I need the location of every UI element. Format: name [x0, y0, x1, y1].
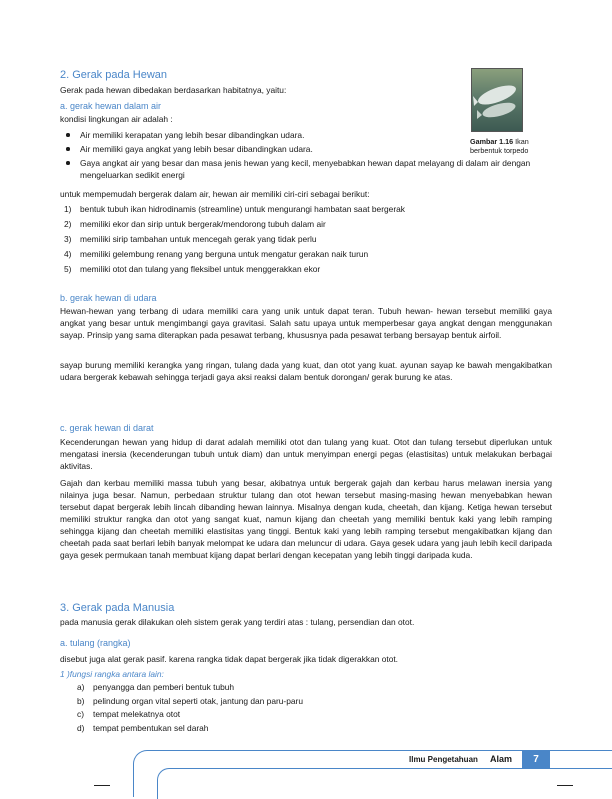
bone-description: disebut juga alat gerak pasif. karena rangka tidak dapat bergerak jika tidak digerakkan otot. — [60, 654, 399, 664]
figure-caption: Gambar 1.16 Ikan berbentuk torpedo — [470, 137, 529, 155]
list-item: d) tempat pembentukan sel darah — [77, 722, 209, 733]
list-item: b) pelindung organ vital seperti otak, jantung dan paru-paru — [77, 695, 303, 706]
subsection-b-title: b. gerak hewan di udara — [60, 293, 157, 303]
water-traits-lead: untuk mempemudah bergerak dalam air, hewan air memiliki ciri-ciri sebagai berikut: — [60, 189, 370, 199]
section-2-title: 2. Gerak pada Hewan — [60, 69, 168, 81]
list-item: a) penyangga dan pemberi bentuk tubuh — [77, 682, 235, 692]
footer-book-title: Ilmu Pengetahuan — [409, 755, 478, 764]
list-item: Air memiliki gaya angkat yang lebih besar dibandingkan udara. — [60, 143, 550, 155]
bone-function-heading: 1 )fungsi rangka antara lain: — [60, 669, 164, 679]
subsection-c-title: c. gerak hewan di darat — [60, 423, 154, 433]
land-paragraph-1: Kecenderungan hewan yang hidup di darat adalah memiliki otot dan tulang yang kuat. Otot dan tulang tersebut diperlukan untuk mengatasi inersia (kecenderungan tubuh untuk diam) dan untuk menyimpan energi pegas (elastisitas) untuk melakukan berbagai aktivitas. — [60, 437, 552, 471]
fish-figure-image — [471, 68, 523, 132]
crop-mark-left — [94, 785, 110, 786]
list-item: Air memiliki kerapatan yang lebih besar dibandingkan udara. — [60, 129, 550, 141]
bone-function-list — [60, 681, 520, 734]
section-2-intro: Gerak pada hewan dibedakan berdasarkan habitatnya, yaitu: — [60, 85, 287, 95]
footer-book-subtitle: Alam — [490, 754, 513, 764]
section-3-title: 3. Gerak pada Manusia — [60, 602, 175, 614]
bone-subsection-title: a. tulang (rangka) — [60, 638, 131, 648]
torpedo-fish-icon — [472, 69, 522, 131]
list-item: c) tempat melekatnya otot — [77, 709, 181, 719]
list-item: 3) memiliki sirip tambahan untuk mencegah gerak yang tidak perlu — [64, 234, 317, 244]
list-item: 5) memiliki otot dan tulang yang fleksibel untuk menggerakkan ekor — [64, 264, 321, 274]
water-traits-list — [60, 203, 540, 275]
page-number: 7 — [522, 751, 550, 769]
air-paragraph-2: sayap burung memiliki kerangka yang ringan, tulang dada yang kuat, dan otot yang kuat. ayunan sayap ke bawah mengakibatkan udara bergerak kebawah sehingga terjadi gaya aksi reaksi dalam bentuk dorongan/ gerak burung ke atas. — [60, 360, 552, 382]
crop-mark-right — [557, 785, 573, 786]
land-paragraph-2: Gajah dan kerbau memiliki massa tubuh yang besar, akibatnya untuk bergerak gajah dan kerbau harus melawan inersia yang nilainya juga besar. Namun, perbedaan struktur tulang dan otot hewan tersebut masing-masing hewan menyebabkan hewan tersebut dapat bergerak lebih lincah dibanding hewan lainnya. Misalnya dengan kuda, cheetah, dan kijang. Ketiga hewan tersebut memiliki struktur rangka dan otot yang sangat kuat, namun kijang dan cheetah yang memiliki bentuk kaki yang lebih ramping sehingga kijang dan cheetah memiliki elastisitas yang tinggi. Bentuk kaki yang lebih ramping tersebut mengakibatkan kijang dan cheetah pada saat berlari lebih banyak melompat ke udara dan meluncur di udara. Gaya gesek udara yang jauh lebih kecil daripada gaya gesek permukaan tanah membuat kijang dapat berlari dengan kecepatan yang lebih tinggi daripada kuda. — [60, 478, 552, 560]
subsection-a-condition: kondisi lingkungan air adalah : — [60, 114, 173, 124]
list-item: 2) memiliki ekor dan sirip untuk bergerak/mendorong tubuh dalam air — [64, 219, 326, 229]
list-item: 1) bentuk tubuh ikan hidrodinamis (streamline) untuk mengurangi hambatan saat bergerak — [64, 204, 405, 214]
footer-frame-inner — [157, 768, 612, 799]
list-item: 4) memiliki gelembung renang yang berguna untuk mengatur gerakan naik turun — [64, 249, 369, 259]
air-paragraph-1: Hewan-hewan yang terbang di udara memiliki cara yang unik untuk dapat teran. Tubuh hewan- hewan tersebut memiliki gaya angkat yang besar untuk mengimbangi gaya gravitasi. Salah satu upaya untuk memperbesar gaya angkat dengan menggunakan sayap. Prinsip yang sama diterapkan pada pesawat terbang, khususnya pada pesawat terbang bersayap bentuk airfoil. — [60, 306, 552, 340]
subsection-a-title: a. gerak hewan dalam air — [60, 101, 162, 111]
list-item: Gaya angkat air yang besar dan masa jenis hewan yang kecil, menyebabkan hewan dapat melayang di dalam air dengan mengeluarkan sedikit energi — [60, 157, 550, 181]
section-3-intro: pada manusia gerak dilakukan oleh sistem gerak yang terdiri atas : tulang, persendian dan otot. — [60, 617, 415, 627]
